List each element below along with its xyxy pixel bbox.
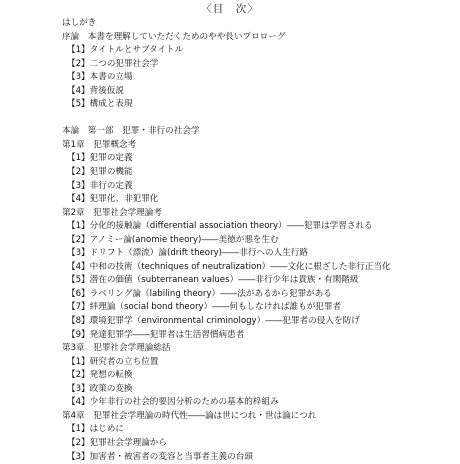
toc-heading: 本論 第一部 犯罪・非行の社会学 <box>62 125 457 139</box>
toc-item: 【2】犯罪の機能 <box>62 166 457 180</box>
toc-item: 【1】研究者の立ち位置 <box>62 356 457 370</box>
toc-heading: 第3章 犯罪社会学理論総括 <box>62 342 457 356</box>
toc-heading: 序論 本書を理解していただくためのやや長いプロローグ <box>62 31 457 45</box>
toc-item: 【3】本書の立場 <box>62 71 457 85</box>
toc-item: 【9】発達犯罪学――犯罪者は生活習慣病患者 <box>62 329 457 343</box>
toc-item: 【7】絆理論（social bond theory）――何もしなければ誰もが犯罪者 <box>62 301 457 315</box>
toc-item: 【5】構成と表現 <box>62 98 457 112</box>
toc-item: 【3】非行の定義 <box>62 180 457 194</box>
toc-item: 【5】潜在の価値（subterranean values）――非行少年は貴族・有閑階級 <box>62 274 457 288</box>
toc-item: 【2】二つの犯罪社会学 <box>62 58 457 72</box>
toc-heading: はしがき <box>62 17 457 31</box>
toc-heading <box>62 112 457 126</box>
toc-item: 【1】犯罪の定義 <box>62 152 457 166</box>
toc-heading: 第2章 犯罪社会学理論考 <box>62 207 457 221</box>
toc-heading: 第1章 犯罪概念考 <box>62 139 457 153</box>
toc-item: 【3】加害者・被害者の変容と当事者主義の台頭 <box>62 451 457 464</box>
toc-item: 【1】タイトルとサブタイトル <box>62 44 457 58</box>
toc-item: 【1】分化的接触論（differential association theory）――犯罪は学習される <box>62 220 457 234</box>
toc-heading: 第4章 犯罪社会学理論の時代性――論は世につれ・世は論につれ <box>62 410 457 424</box>
toc-item: 【4】少年非行の社会的要因分析のための基本的枠組み <box>62 396 457 410</box>
toc-list <box>62 17 457 464</box>
toc-item: 【3】ドリフト（漂流）論(drift theory)――非行への人生行路 <box>62 247 457 261</box>
toc-item: 【4】背後仮説 <box>62 85 457 99</box>
toc-item: 【6】ラベリング論（labiling theory）――法があるから犯罪がある <box>62 288 457 302</box>
toc-item: 【4】中和の技術（techniques of neutralization）――文化に根ざした非行正当化 <box>62 261 457 275</box>
toc-item: 【2】犯罪社会学理論から <box>62 437 457 451</box>
toc-item: 【4】犯罪化、非犯罪化 <box>62 193 457 207</box>
toc-item: 【1】はじめに <box>62 423 457 437</box>
toc-item: 【8】環境犯罪学（environmental criminology）――犯罪者の侵入を防げ <box>62 315 457 329</box>
toc-item: 【3】政策の変換 <box>62 383 457 397</box>
toc-item: 【2】アノミー論(anomie theory)――美徳が悪を生む <box>62 234 457 248</box>
toc-item: 【2】発想の転換 <box>62 369 457 383</box>
page-title: 〈目 次〉 <box>0 3 460 16</box>
